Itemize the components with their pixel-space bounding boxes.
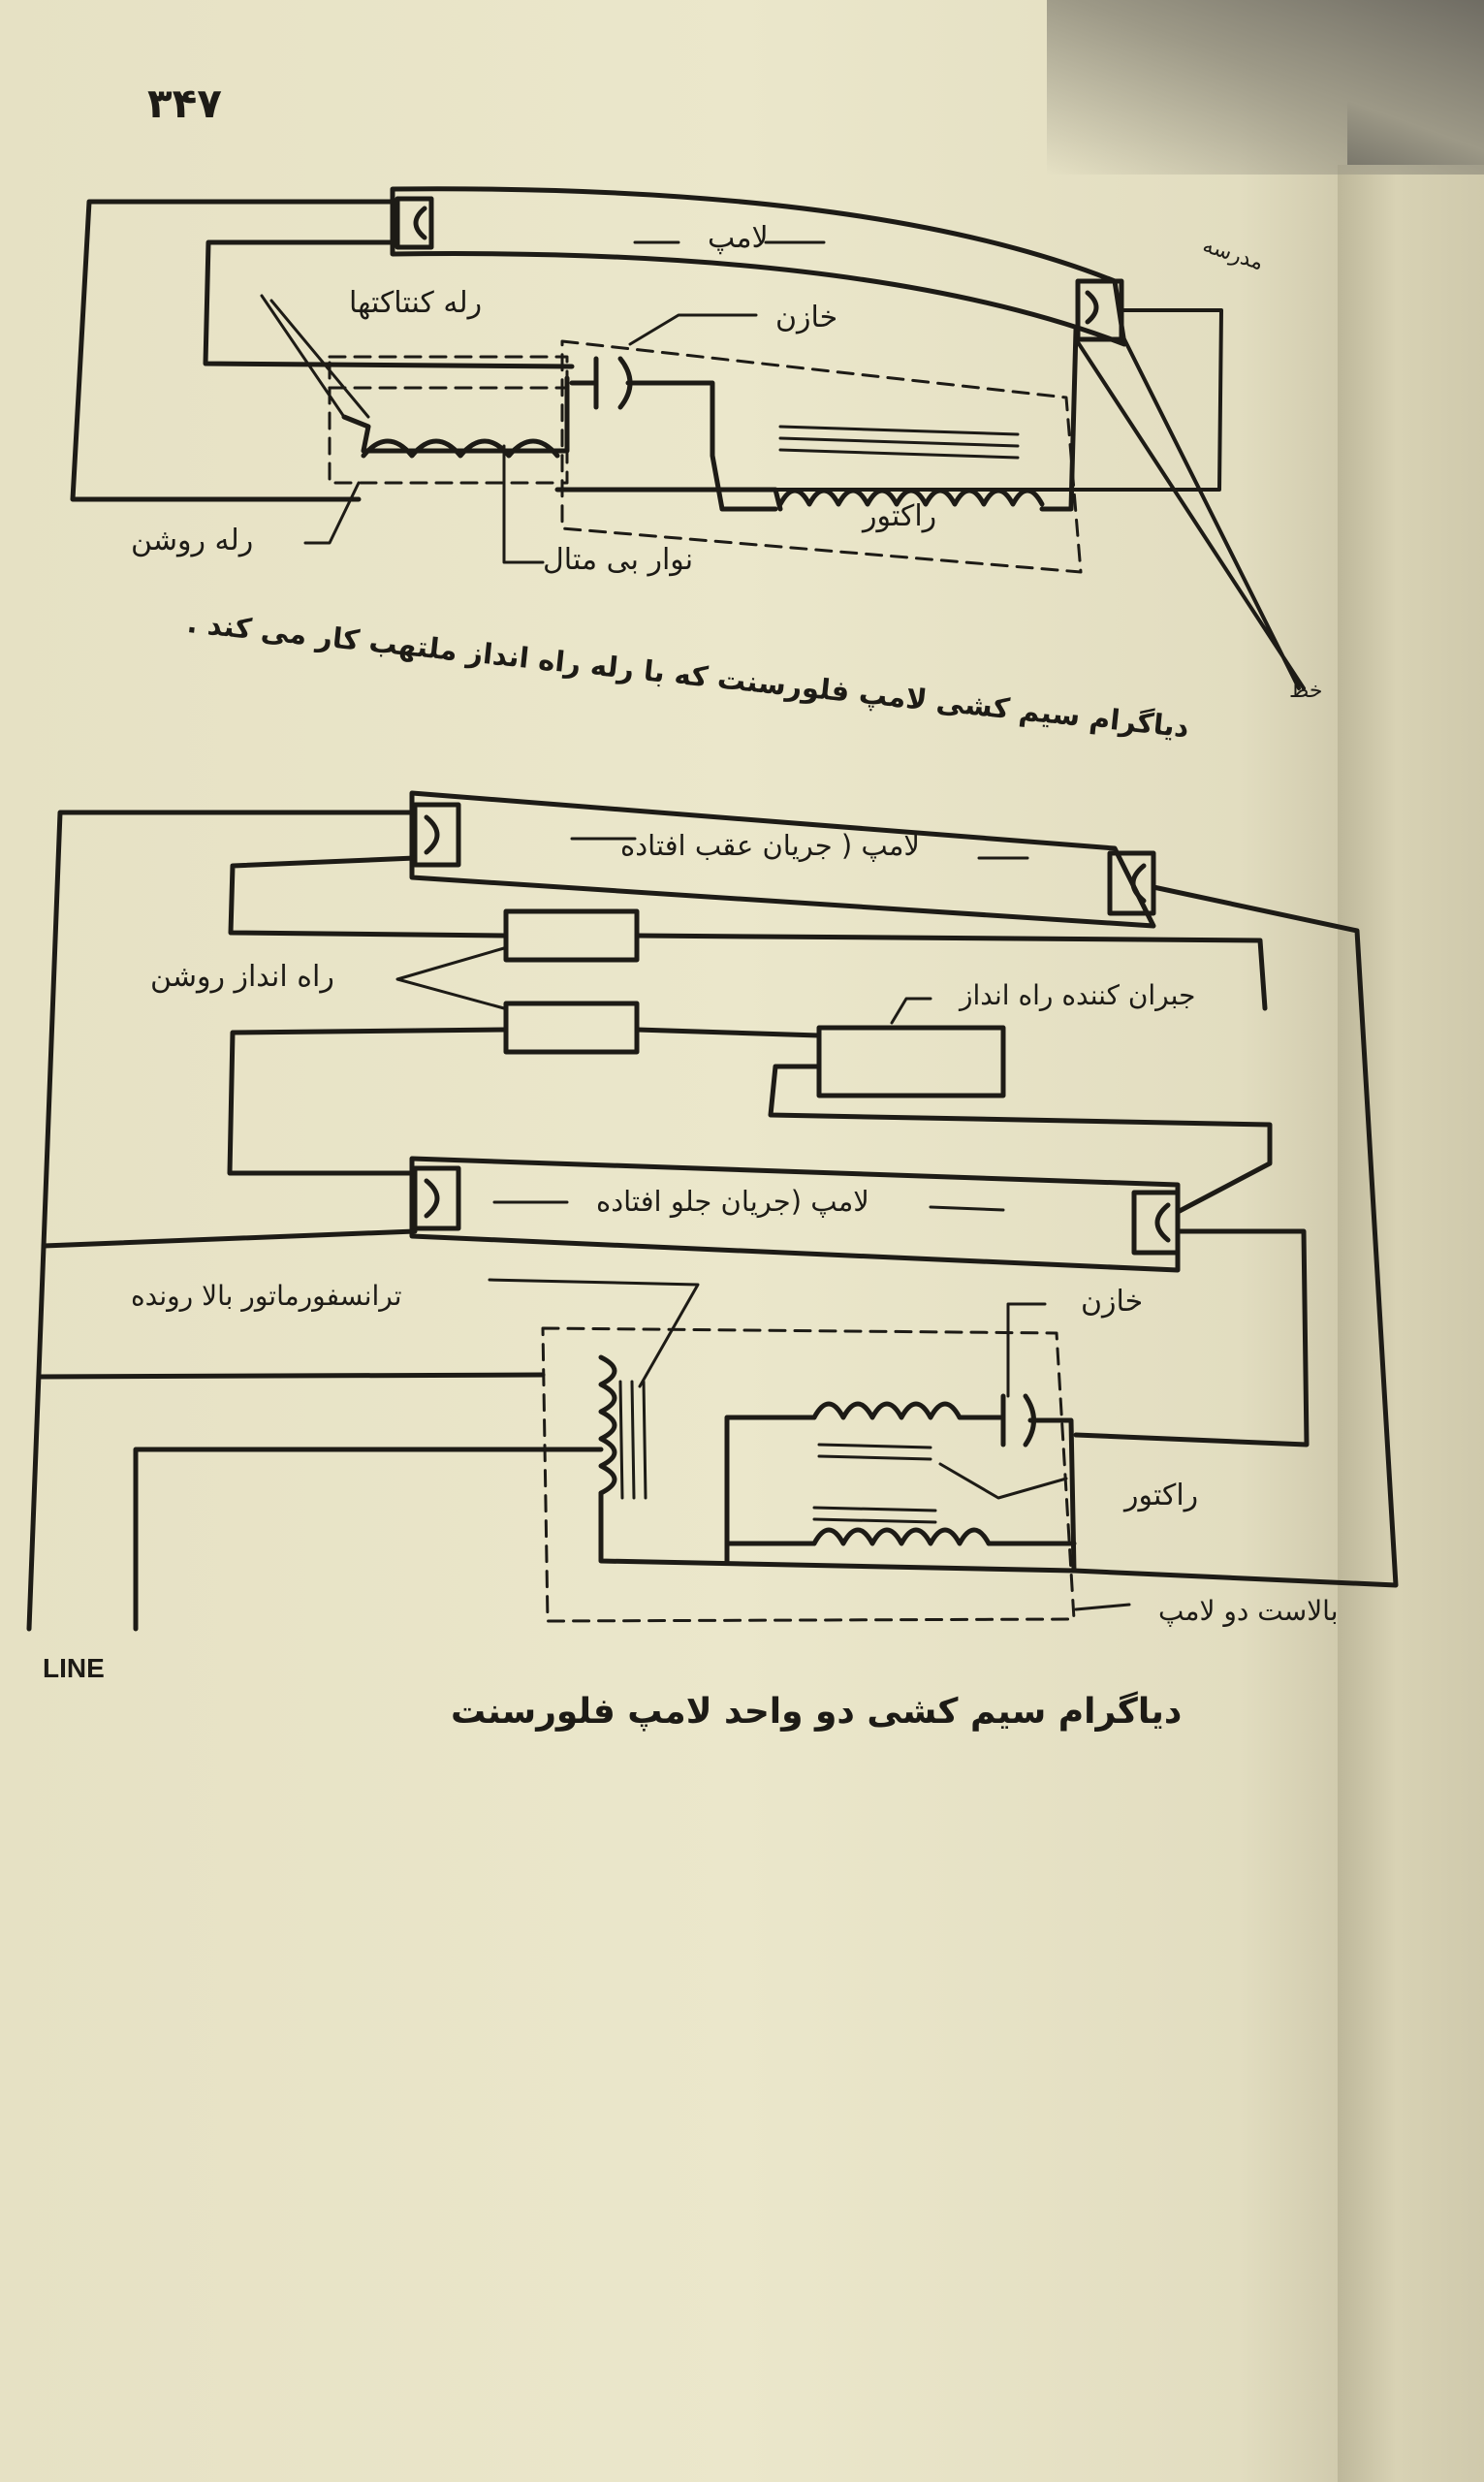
diagram1-side-mark: خط: [1289, 679, 1323, 703]
diagram1-capacitor: [596, 359, 630, 407]
diagram2-ballast-label: بالاست دو لامپ: [1158, 1595, 1339, 1627]
diagram1-relay-coil-label: رله روشن: [131, 524, 254, 557]
diagram1-lamp-label: لامپ: [708, 221, 769, 255]
diagram2-reactor-label: راکتور: [1124, 1479, 1199, 1512]
diagram1-caption: دیاگرام سیم کشی لامپ فلورسنت که با رله راه انداز ملتهب کار می کند .: [185, 606, 1191, 745]
diagram1-outer-wire: [73, 202, 397, 499]
diagram2-compensator-label: جبران کننده راه انداز: [960, 979, 1196, 1011]
diagram1-line-feed: [1076, 339, 1304, 688]
diagram2-compensator: [819, 1028, 1003, 1096]
diagram2-starter-top: [506, 911, 637, 960]
diagram2-autotransformer-label: ترانسفورماتور بالا رونده: [131, 1280, 402, 1312]
diagram2-upper-lamp-label: لامپ ( جریان عقب افتاده: [620, 829, 920, 862]
page-number: ۳۴۷: [147, 80, 222, 127]
diagram2-starters-label: راه انداز روشن: [150, 960, 334, 994]
diagram1-reactor-label: راکتور: [863, 499, 937, 533]
diagram2-caption: دیاگرام سیم کشی دو واحد لامپ فلورسنت: [451, 1692, 1183, 1732]
diagram2-reactor-coil-top: [814, 1404, 960, 1417]
diagram2-line-label: LINE: [43, 1653, 105, 1683]
diagram1-relay-contacts-label: رله کنتاکتها: [349, 286, 483, 320]
diagram1-reactor-core: [780, 427, 1018, 458]
diagram2-reactor-coil-bottom: [814, 1530, 989, 1543]
edge-word: مدرسه: [1199, 233, 1267, 276]
diagram1-relay-box: [330, 357, 567, 483]
diagram1-lamp-tube: [393, 189, 1124, 344]
diagram1-capacitor-label: خازن: [775, 301, 838, 334]
diagram2-autotransformer-coil: [601, 1357, 615, 1493]
diagram1-bimetal-label: نوار بی متال: [543, 543, 694, 577]
diagram2-capacitor-label: خازن: [1081, 1285, 1144, 1319]
diagram2-starter-bottom: [506, 1003, 637, 1052]
diagram2-lower-lamp-label: لامپ (جریان جلو افتاده: [596, 1185, 869, 1218]
